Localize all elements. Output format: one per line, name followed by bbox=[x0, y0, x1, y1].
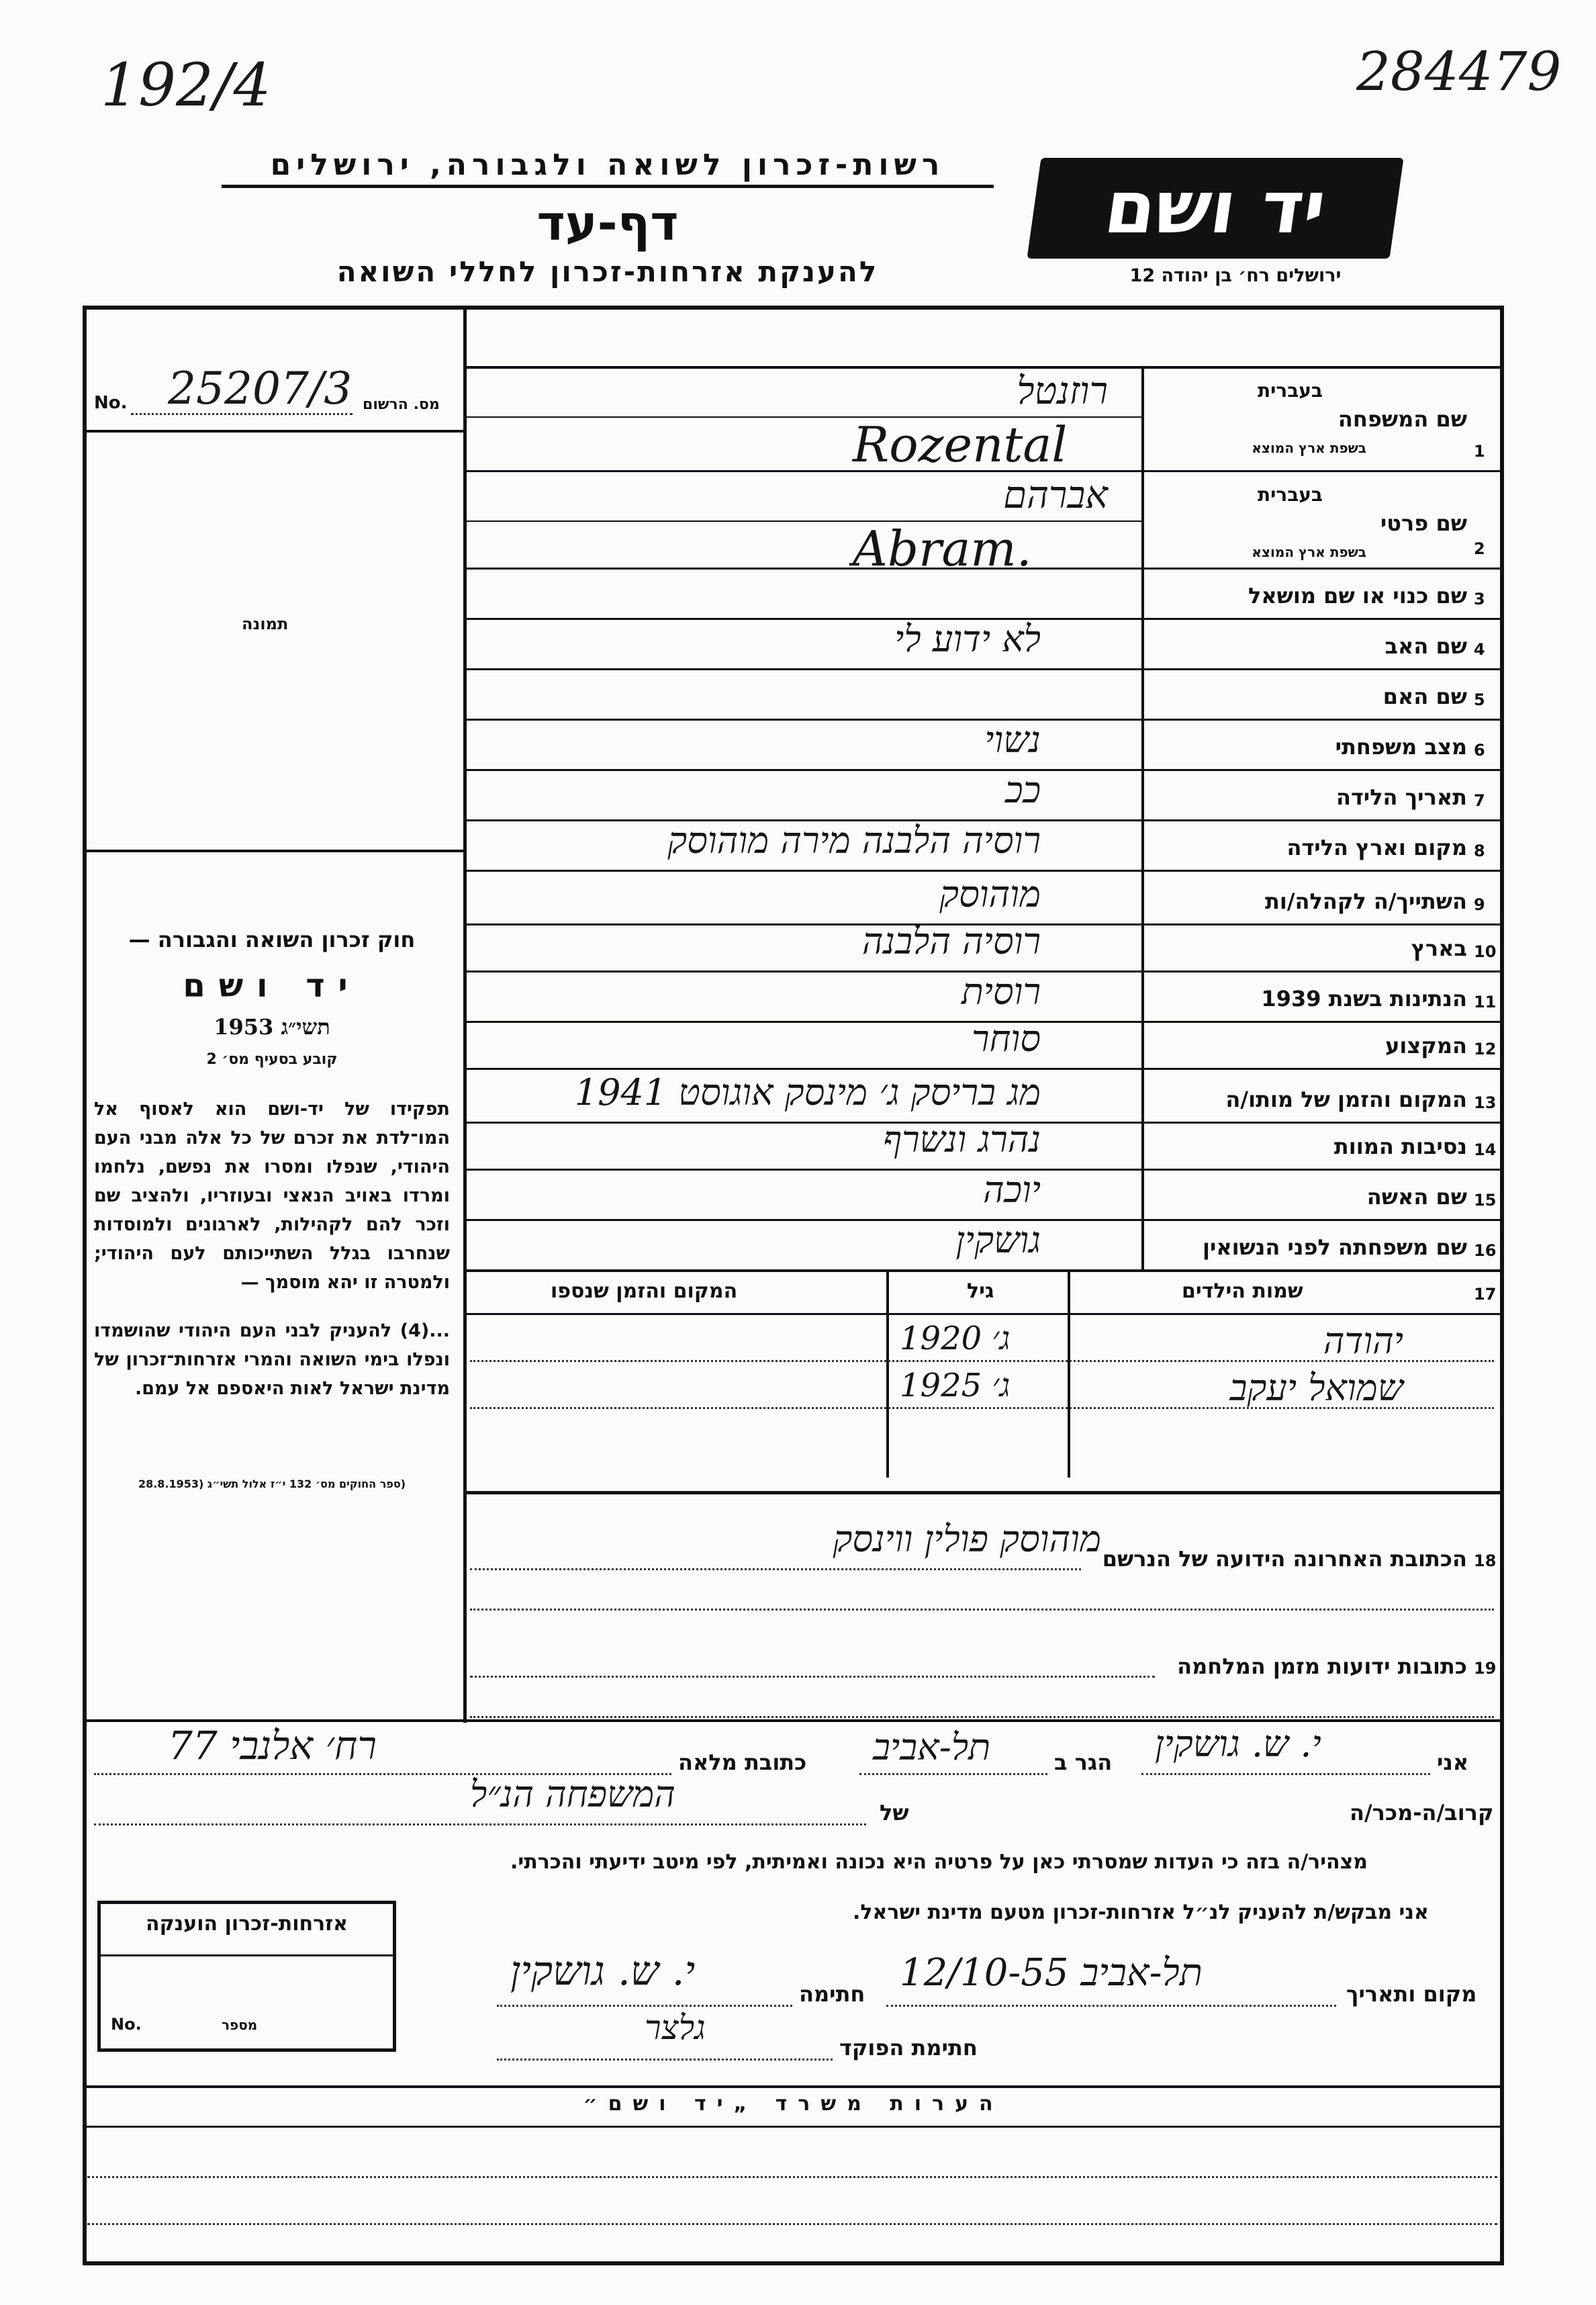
declarant-lives-label: הגר ב bbox=[1054, 1750, 1113, 1775]
field-value-15: יוכה bbox=[982, 1169, 1041, 1211]
dotted-officer bbox=[497, 2059, 833, 2061]
field-value-13: מג בריסק ג׳ מינסק אוגוסט 1941 bbox=[574, 1071, 1041, 1114]
dotted-name bbox=[1141, 1773, 1430, 1775]
field-number-5: 5 bbox=[1474, 690, 1485, 709]
signature-label: חתימה bbox=[799, 1981, 865, 2007]
frame-right bbox=[1500, 306, 1504, 2265]
field-number-3: 3 bbox=[1474, 590, 1485, 608]
field-tag-hebrew: בעברית bbox=[1257, 379, 1323, 402]
declaration-text: מצהיר/ה בזה כי העדות שמסרתי כאן על פרטיה היא נכונה ואמיתית, לפי מיטב ידיעתי והכרתי. bbox=[510, 1850, 1368, 1874]
officer-value: גלצר bbox=[645, 2008, 706, 2047]
field-label-15: שם האשה bbox=[1366, 1184, 1467, 1210]
children-col-1 bbox=[1068, 1269, 1070, 1478]
field-number-13: 13 bbox=[1474, 1093, 1497, 1112]
law-footnote: (ספר החוקים מס׳ 132 י״ז אלול תשי״ג (28.8.1953 bbox=[138, 1478, 406, 1490]
remarks-title: הערות משרד „יד ושם״ bbox=[583, 2092, 1004, 2116]
field-tag-hebrew: בעברית bbox=[1257, 484, 1323, 506]
field-number-16: 16 bbox=[1474, 1241, 1497, 1260]
signature-value: י. ש. גושקין bbox=[510, 1948, 696, 1995]
field-sub-origin-language: בשפת ארץ המוצא bbox=[1252, 544, 1366, 560]
field-label-7: תאריך הלידה bbox=[1335, 784, 1467, 810]
field-label-16: שם משפחתה לפני הנשואין bbox=[1202, 1234, 1467, 1260]
law-title: חוק זכרון השואה והגבורה — bbox=[128, 927, 416, 952]
declarant-i-label: אני bbox=[1437, 1750, 1469, 1775]
declarant-address: רח׳ אלנבי 77 bbox=[168, 1723, 377, 1768]
photo-label: תמונה bbox=[242, 615, 289, 633]
field-value-latin-2: Abram. bbox=[853, 521, 1032, 577]
field-sub-origin-language: בשפת ארץ המוצא bbox=[1252, 440, 1366, 456]
field-value-11: רוסית bbox=[961, 970, 1041, 1013]
field-number-10: 10 bbox=[1474, 942, 1497, 961]
declarant-relation: המשפחה הנ״ל bbox=[470, 1773, 675, 1815]
field-label-12: המקצוע bbox=[1385, 1033, 1467, 1058]
field-value-6: נשוי bbox=[984, 719, 1041, 761]
children-header-place: המקום והזמן שנספו bbox=[551, 1279, 738, 1303]
children-header-line bbox=[463, 1313, 1501, 1315]
field-number-19: 19 bbox=[1474, 1659, 1497, 1678]
declarant-address-label: כתובת מלאה bbox=[678, 1750, 807, 1775]
declarant-name: י. ש. גושקין bbox=[1155, 1723, 1321, 1765]
law-clause: קובע בסעיף מס׳ 2 bbox=[206, 1051, 338, 1068]
field-label-1: שם המשפחה bbox=[1337, 406, 1467, 432]
children-bottom-line bbox=[463, 1491, 1501, 1494]
field-number-9: 9 bbox=[1474, 895, 1485, 914]
field-number-14: 14 bbox=[1474, 1140, 1497, 1159]
child-row-line bbox=[470, 1360, 1494, 1362]
frame-top bbox=[83, 306, 1504, 310]
dotted-city bbox=[859, 1773, 1047, 1775]
child-age: 1925 ג׳ bbox=[900, 1367, 1011, 1404]
field-value-12: סוחר bbox=[971, 1018, 1041, 1060]
child-name: יהודה bbox=[1323, 1320, 1403, 1362]
frame-left bbox=[83, 306, 87, 2265]
field-value-latin-1: Rozental bbox=[853, 416, 1068, 473]
child-name: שמואל יעקב bbox=[1229, 1367, 1403, 1409]
grant-box-no-he: מספר bbox=[222, 2017, 258, 2033]
field-label-18: הכתובת האחרונה הידועה של הנרשם bbox=[1102, 1546, 1467, 1572]
children-header-age: גיל bbox=[967, 1279, 994, 1303]
field-number-1: 1 bbox=[1474, 442, 1485, 461]
field-value-14: נהרג ונשרף bbox=[883, 1118, 1041, 1161]
header-title: דף-עד bbox=[536, 195, 679, 251]
label-column-divider bbox=[1141, 366, 1144, 1269]
left-column-divider bbox=[463, 306, 467, 1723]
declarant-top-line bbox=[83, 1719, 1504, 1722]
field-number-12: 12 bbox=[1474, 1040, 1497, 1058]
field-value-1: רוזנטל bbox=[1017, 369, 1108, 413]
remarks-title-line bbox=[83, 2126, 1504, 2128]
law-year: תשי״ג 1953 bbox=[214, 1014, 330, 1040]
law-name: יד ושם bbox=[183, 967, 361, 1005]
field-value-9: מוהוסק bbox=[939, 873, 1041, 915]
registry-line bbox=[83, 430, 463, 433]
field-number-4: 4 bbox=[1474, 640, 1485, 659]
address-dotted-line bbox=[470, 1568, 1081, 1570]
field-value-7: ככ bbox=[1005, 769, 1041, 811]
remarks-top-line bbox=[83, 2085, 1504, 2088]
children-top-line bbox=[463, 1269, 1501, 1272]
field-row-line bbox=[463, 668, 1501, 670]
field-number-18: 18 bbox=[1474, 1551, 1497, 1570]
header-authority: רשות-זכרון לשואה ולגבורה, ירושלים bbox=[222, 148, 994, 188]
field-number-2: 2 bbox=[1474, 539, 1485, 558]
field-number-8: 8 bbox=[1474, 842, 1485, 860]
declarant-of-label: של bbox=[880, 1800, 909, 1825]
registry-no-value: 25207/3 bbox=[168, 363, 353, 414]
field-label-6: מצב משפחתי bbox=[1335, 734, 1467, 760]
child-age: 1920 ג׳ bbox=[900, 1320, 1011, 1357]
field-label-8: מקום וארץ הלידה bbox=[1286, 835, 1467, 860]
header-address: ירושלים רח׳ בן יהודה 12 bbox=[1129, 265, 1342, 286]
registry-no-label: No. bbox=[94, 393, 128, 413]
field-label-10: בארץ bbox=[1411, 936, 1467, 961]
field-number-6: 6 bbox=[1474, 741, 1485, 760]
field-label-13: המקום והזמן של מותו/ה bbox=[1225, 1087, 1467, 1112]
remarks-line-1 bbox=[87, 2176, 1497, 2178]
corner-number-right: 284479 bbox=[1356, 40, 1562, 103]
law-paragraph-1: תפקידו של יד-ושם הוא לאסוף אל המו־לדת את זכרם של כל אלה מבני העם היהודי, שנפלו ומסרו את נפשם, נלחמו ומרדו באויב הנאצי ובעוזריו, ולהציב שם וזכר להם לקהילות, לארגונים ולמוסדות שנחרבו בגלל השתייכותם לעם היהודי; ולמטרה זו יהא מוסמך — bbox=[94, 1099, 450, 1293]
field-value-4: לא ידוע לי bbox=[894, 618, 1041, 660]
field-label-5: שם האם bbox=[1382, 684, 1467, 709]
frame-bottom bbox=[83, 2261, 1504, 2265]
field-row-line bbox=[463, 1169, 1501, 1171]
top-row-line bbox=[463, 366, 1501, 369]
grant-box bbox=[97, 1901, 396, 2052]
field-mid-line bbox=[463, 521, 1141, 522]
field-row-line bbox=[463, 719, 1501, 721]
place-date-value: תל-אביב 12/10-55 bbox=[900, 1951, 1203, 1995]
field-label-2: שם פרטי bbox=[1380, 510, 1467, 536]
field-label-11: הנתינות בשנת 1939 bbox=[1261, 986, 1467, 1011]
grant-box-title: אזרחות-זכרון הוענקה bbox=[145, 1912, 348, 1936]
field-value-2: אברהם bbox=[1003, 473, 1108, 517]
law-paragraph-2: ...(4) להעניק לבני העם היהודי שהושמדו ונפלו בימי השואה והמרי אזרחות־זכרון של מדינת ישראל לאות היאספם אל עמם. bbox=[94, 1320, 450, 1399]
field-value-8: רוסיה הלבנה מירה מוהוסק bbox=[667, 819, 1041, 862]
remarks-line-2 bbox=[87, 2223, 1497, 2225]
photo-bottom-line bbox=[83, 850, 463, 852]
field-label-9: השתייך/ה לקהלה/ות bbox=[1264, 889, 1467, 914]
field-value-16: גושקין bbox=[955, 1219, 1041, 1261]
yad-vashem-logo bbox=[1027, 158, 1403, 259]
field-number-7: 7 bbox=[1474, 791, 1485, 810]
field-value-10: רוסיה הלבנה bbox=[861, 920, 1041, 962]
field-label-4: שם האב bbox=[1384, 633, 1467, 659]
child-row-line bbox=[470, 1407, 1494, 1409]
grant-box-no: No. bbox=[111, 2015, 142, 2034]
field-label-3: שם כנוי או שם מושאל bbox=[1248, 583, 1467, 608]
grant-box-divider bbox=[101, 1954, 393, 1956]
address-dotted-line-2 bbox=[470, 1716, 1494, 1718]
children-col-2 bbox=[886, 1269, 889, 1478]
dotted-relation bbox=[94, 1823, 866, 1825]
declarant-relative-label: קרוב/ה-מכר/ה bbox=[1350, 1800, 1494, 1825]
registry-he-label: מס. הרשום bbox=[363, 396, 440, 413]
declarant-city: תל-אביב bbox=[873, 1726, 991, 1768]
field-number-11: 11 bbox=[1474, 993, 1497, 1011]
logo-text: יד ושם bbox=[1099, 166, 1331, 250]
header-subtitle: להענקת אזרחות-זכרון לחללי השואה bbox=[336, 255, 879, 288]
dotted-place-date bbox=[886, 2005, 1336, 2007]
address-dotted-line bbox=[470, 1676, 1155, 1678]
field-value-18: מוהוסק פולין ווינסק bbox=[833, 1518, 1101, 1560]
children-header-names: שמות הילדים bbox=[1182, 1279, 1303, 1303]
dotted-signature bbox=[497, 2005, 792, 2007]
address-dotted-line-2 bbox=[470, 1609, 1494, 1611]
field-row-line bbox=[463, 769, 1501, 771]
field-row-line bbox=[463, 1068, 1501, 1070]
corner-note-left: 192/4 bbox=[101, 50, 271, 120]
field-number-17: 17 bbox=[1474, 1285, 1497, 1304]
field-label-14: נסיבות המוות bbox=[1333, 1134, 1467, 1159]
field-number-15: 15 bbox=[1474, 1191, 1497, 1210]
request-text: אני מבקש/ת להעניק לנ״ל אזרחות-זכרון מטעם מדינת ישראל. bbox=[853, 1901, 1429, 1924]
officer-label: חתימת הפוקד bbox=[839, 2035, 978, 2061]
field-label-19: כתובות ידועות מזמן המלחמה bbox=[1177, 1654, 1467, 1679]
field-row-line bbox=[463, 870, 1501, 872]
place-date-label: מקום ותאריך bbox=[1346, 1981, 1477, 2007]
